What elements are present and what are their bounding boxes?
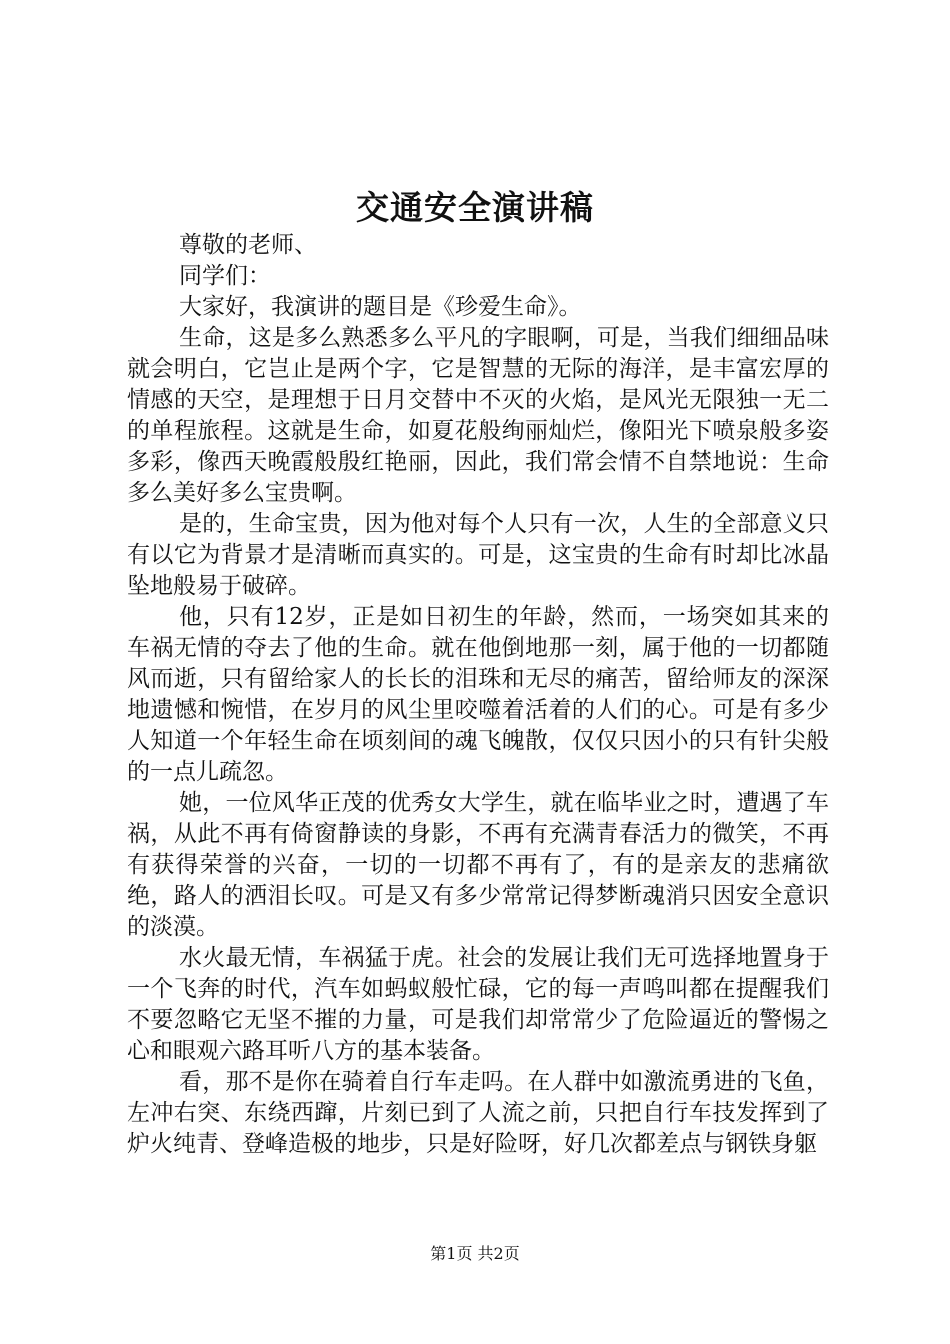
body-paragraph: 水火最无情，车祸猛于虎。社会的发展让我们无可选择地置身于一个飞奔的时代，汽车如蚂蚁般忙碌，它的每一声鸣叫都在提醒我们不要忽略它无坚不摧的力量，可是我们却常常少了危险逼近的警惕之心和眼观六路耳听八方的基本装备。 bbox=[127, 945, 829, 1064]
body-paragraph: 她，一位风华正茂的优秀女大学生，就在临毕业之时，遭遇了车祸，从此不再有倚窗静读的身影，不再有充满青春活力的微笑，不再有获得荣誉的兴奋，一切的一切都不再有了，有的是亲友的悲痛欲绝，路人的洒泪长叹。可是又有多少常常记得梦断魂消只因安全意识的淡漠。 bbox=[127, 790, 829, 940]
page-number-footer: 第1页 共2页 bbox=[430, 1244, 520, 1263]
page-title: 交通安全演讲稿 bbox=[356, 188, 594, 227]
greeting-paragraph: 大家好，我演讲的题目是《珍爱生命》。 bbox=[179, 294, 582, 320]
body-paragraph: 他，只有12岁，正是如日初生的年龄，然而，一场突如其来的车祸无情的夺去了他的生命。就在他倒地那一刻，属于他的一切都随风而逝，只有留给家人的长长的泪珠和无尽的痛苦，留给师友的深深地遗憾和惋惜，在岁月的风尘里咬噬着活着的人们的心。可是有多少人知道一个年轻生命在顷刻间的魂飞魄散，仅仅只因小的只有针尖般的一点儿疏忽。 bbox=[127, 604, 829, 785]
body-paragraph: 看，那不是你在骑着自行车走吗。在人群中如激流勇进的飞鱼，左冲右突、东绕西蹿，片刻已到了人流之前，只把自行车技发挥到了炉火纯青、登峰造极的地步，只是好险呀，好几次都差点与钢铁身躯 bbox=[127, 1069, 829, 1157]
document-body bbox=[127, 230, 829, 1160]
body-paragraph: 是的，生命宝贵，因为他对每个人只有一次，人生的全部意义只有以它为背景才是清晰而真实的。可是，这宝贵的生命有时却比冰晶坠地般易于破碎。 bbox=[127, 511, 829, 599]
body-paragraph: 生命，这是多么熟悉多么平凡的字眼啊，可是，当我们细细品味就会明白，它岂止是两个字，它是智慧的无际的海洋，是丰富宏厚的情感的天空，是理想于日月交替中不灭的火焰，是风光无限独一无二的单程旅程。这就是生命，如夏花般绚丽灿烂，像阳光下喷泉般多姿多彩，像西天晚霞般殷红艳丽，因此，我们常会情不自禁地说：生命多么美好多么宝贵啊。 bbox=[127, 325, 829, 506]
salutation-line-1: 尊敬的老师、 bbox=[179, 232, 317, 258]
salutation-line-2: 同学们： bbox=[179, 263, 271, 289]
